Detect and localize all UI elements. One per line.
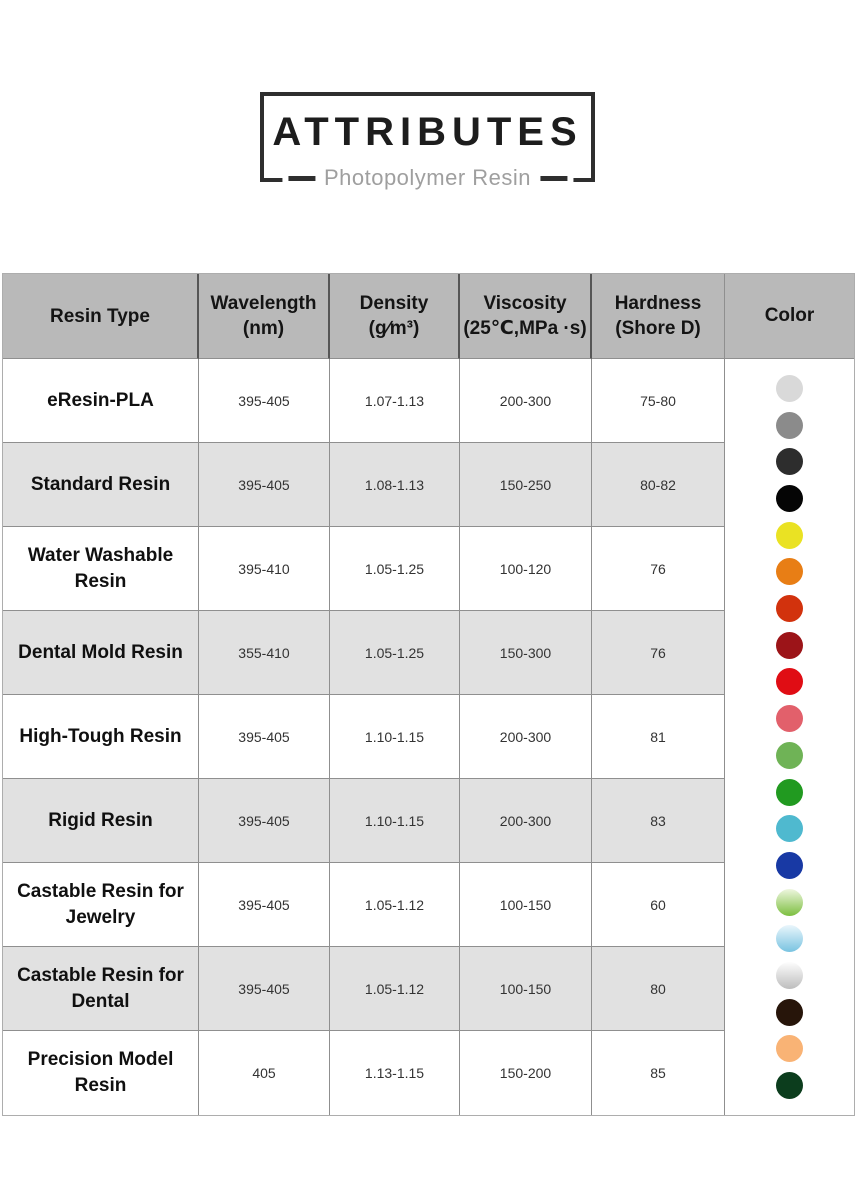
- cell-resin-type: High-Tough Resin: [3, 695, 199, 779]
- header-hardness-line2: (Shore D): [615, 318, 701, 339]
- cell-viscosity: 100-150: [460, 863, 592, 947]
- cell-resin-type: Water Washable Resin: [3, 527, 199, 611]
- cell-wavelength: 395-410: [199, 527, 330, 611]
- cell-density: 1.07-1.13: [330, 359, 460, 443]
- attributes-table: [2, 273, 855, 1116]
- cell-wavelength: 405: [199, 1031, 330, 1115]
- header-viscosity-line2: (25℃,MPa ·s): [463, 318, 587, 339]
- cell-viscosity: 100-150: [460, 947, 592, 1031]
- orange-swatch: [776, 558, 803, 585]
- header-resin-type-label: Resin Type: [50, 305, 150, 327]
- subtitle: [282, 162, 573, 194]
- cell-resin-type: Rigid Resin: [3, 779, 199, 863]
- cell-density: 1.13-1.15: [330, 1031, 460, 1115]
- cell-density: 1.05-1.25: [330, 527, 460, 611]
- gradient-light-blue-swatch: [776, 925, 803, 952]
- cell-wavelength: 395-405: [199, 863, 330, 947]
- cell-wavelength: 395-405: [199, 779, 330, 863]
- table-body: [3, 359, 724, 1115]
- dark-green-swatch: [776, 1072, 803, 1099]
- right-dash: [540, 176, 567, 181]
- green-swatch: [776, 779, 803, 806]
- cell-density: 1.05-1.12: [330, 863, 460, 947]
- cell-density: 1.05-1.25: [330, 611, 460, 695]
- cell-hardness: 75-80: [592, 359, 724, 443]
- cell-viscosity: 100-120: [460, 527, 592, 611]
- cell-hardness: 60: [592, 863, 724, 947]
- gradient-silver-swatch: [776, 962, 803, 989]
- page-title: ATTRIBUTES: [272, 109, 583, 154]
- cell-density: 1.08-1.13: [330, 443, 460, 527]
- cell-viscosity: 150-250: [460, 443, 592, 527]
- dark-red-swatch: [776, 632, 803, 659]
- black-swatch: [776, 485, 803, 512]
- cell-resin-type: Castable Resin for Dental: [3, 947, 199, 1031]
- cell-hardness: 85: [592, 1031, 724, 1115]
- cell-wavelength: 395-405: [199, 695, 330, 779]
- cell-resin-type: Castable Resin for Jewelry: [3, 863, 199, 947]
- light-gray-swatch: [776, 375, 803, 402]
- cell-viscosity: 200-300: [460, 695, 592, 779]
- cell-resin-type: Precision Model Resin: [3, 1031, 199, 1115]
- header-density: [330, 274, 460, 359]
- table-header-row: [3, 274, 724, 359]
- subtitle-text: Photopolymer Resin: [323, 165, 532, 190]
- cyan-swatch: [776, 815, 803, 842]
- header-wavelength-line1: Wavelength: [210, 293, 317, 314]
- color-swatch-list: [725, 359, 854, 1115]
- cell-resin-type: eResin-PLA: [3, 359, 199, 443]
- header-color: [725, 274, 854, 359]
- cell-wavelength: 395-405: [199, 443, 330, 527]
- header-hardness-line1: Hardness: [614, 293, 702, 314]
- cell-hardness: 76: [592, 611, 724, 695]
- cell-viscosity: 150-200: [460, 1031, 592, 1115]
- header-hardness: [592, 274, 724, 359]
- cell-wavelength: 395-405: [199, 947, 330, 1031]
- cell-viscosity: 150-300: [460, 611, 592, 695]
- header-resin-type: [3, 274, 199, 359]
- header-density-line2: (g∕m³): [368, 318, 420, 339]
- cell-viscosity: 200-300: [460, 359, 592, 443]
- cell-density: 1.10-1.15: [330, 695, 460, 779]
- header-color-label: Color: [764, 305, 815, 326]
- blue-swatch: [776, 852, 803, 879]
- table-main-columns: [3, 274, 724, 1115]
- charcoal-swatch: [776, 448, 803, 475]
- cell-hardness: 80: [592, 947, 724, 1031]
- grass-green-swatch: [776, 742, 803, 769]
- cell-wavelength: 395-405: [199, 359, 330, 443]
- header-wavelength-line2: (nm): [242, 318, 285, 339]
- left-dash: [288, 176, 315, 181]
- cell-wavelength: 355-410: [199, 611, 330, 695]
- header-density-line1: Density: [359, 293, 429, 314]
- red-swatch: [776, 668, 803, 695]
- cell-density: 1.10-1.15: [330, 779, 460, 863]
- orange-red-swatch: [776, 595, 803, 622]
- cell-resin-type: Standard Resin: [3, 443, 199, 527]
- light-red-swatch: [776, 705, 803, 732]
- gradient-yellow-green-swatch: [776, 889, 803, 916]
- dark-brown-swatch: [776, 999, 803, 1026]
- header-viscosity: [460, 274, 592, 359]
- yellow-swatch: [776, 522, 803, 549]
- header-wavelength: [199, 274, 330, 359]
- cell-viscosity: 200-300: [460, 779, 592, 863]
- cell-hardness: 80-82: [592, 443, 724, 527]
- header-viscosity-line1: Viscosity: [483, 293, 567, 314]
- title-box: [260, 92, 595, 190]
- cell-hardness: 83: [592, 779, 724, 863]
- peach-swatch: [776, 1035, 803, 1062]
- cell-resin-type: Dental Mold Resin: [3, 611, 199, 695]
- cell-hardness: 81: [592, 695, 724, 779]
- cell-density: 1.05-1.12: [330, 947, 460, 1031]
- cell-hardness: 76: [592, 527, 724, 611]
- color-column: [724, 274, 854, 1115]
- gray-swatch: [776, 412, 803, 439]
